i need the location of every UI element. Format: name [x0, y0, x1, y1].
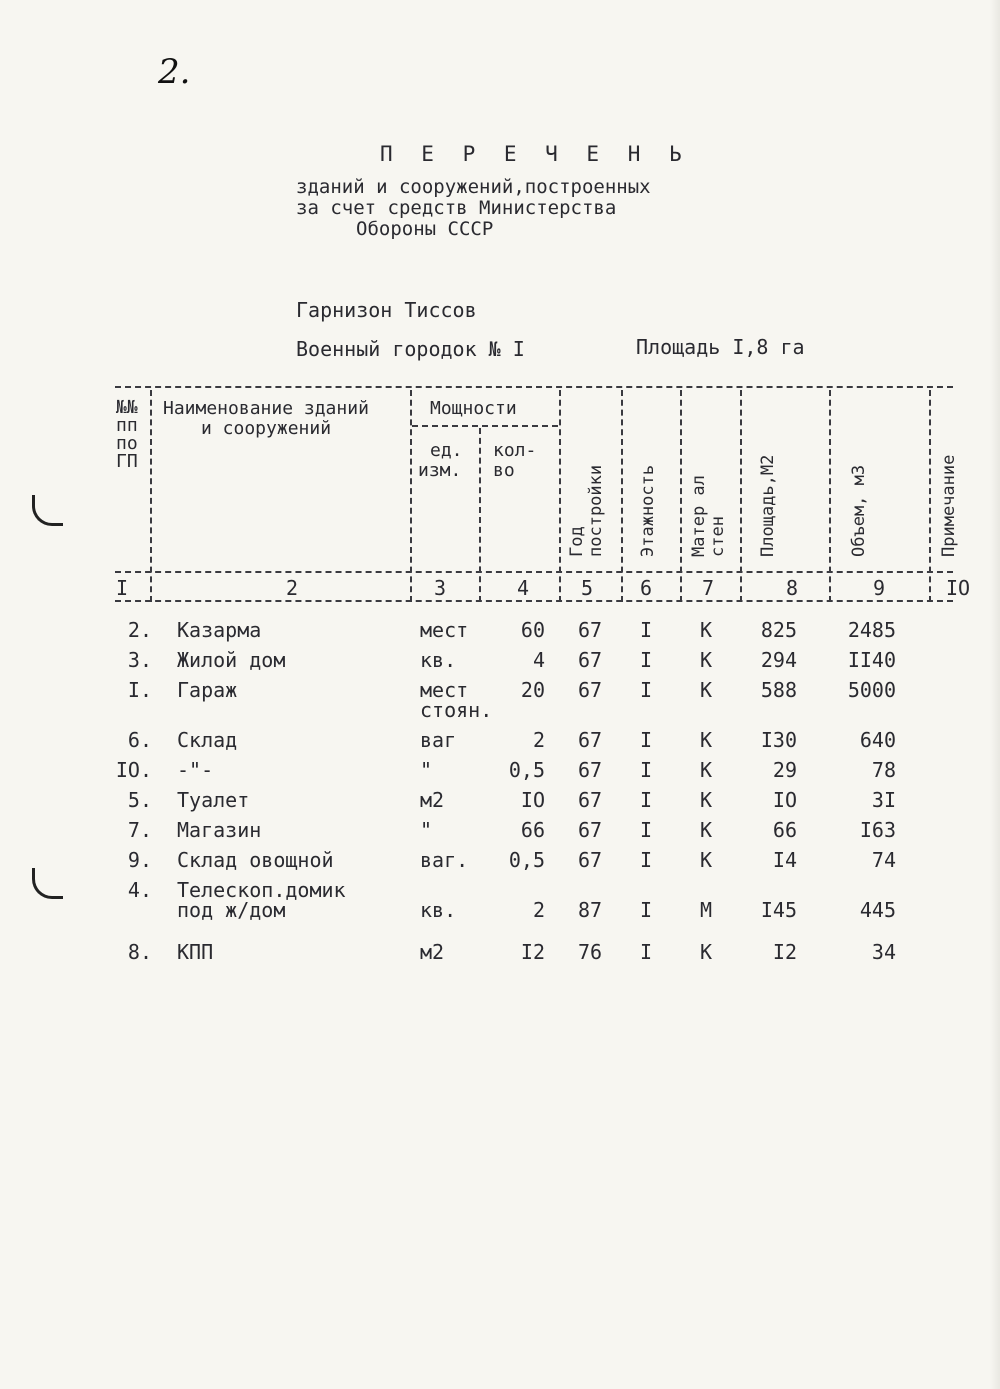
row-material: К	[700, 648, 713, 672]
header-col-note: Примечание	[939, 454, 959, 557]
town-label: Военный городок № I	[296, 337, 525, 361]
row-qty: 0,5	[508, 848, 545, 872]
row-year: 67	[578, 758, 603, 782]
column-divider	[929, 390, 931, 602]
area-label: Площадь I,8 га	[636, 335, 805, 359]
row-year: 67	[578, 618, 603, 642]
subtitle-line: Обороны СССР	[356, 218, 494, 240]
row-year: 67	[578, 728, 603, 752]
row-name: Склад	[177, 728, 238, 752]
column-divider	[740, 390, 742, 602]
header-col-volume: Объем, м3	[849, 464, 869, 557]
row-material: К	[700, 848, 713, 872]
row-floors: I	[640, 818, 653, 842]
row-material: К	[700, 678, 713, 702]
row-volume: II40	[847, 648, 896, 672]
row-material: К	[700, 788, 713, 812]
row-qty: 2	[532, 728, 545, 752]
row-number: 5.	[127, 788, 152, 812]
row-unit-line2: стоян.	[420, 698, 493, 722]
row-material: К	[700, 618, 713, 642]
row-unit: кв.	[420, 648, 457, 672]
header-power: Мощности	[430, 398, 517, 419]
row-unit: м2	[420, 788, 445, 812]
row-qty: I2	[520, 940, 545, 964]
column-number: 9	[872, 576, 886, 600]
row-floors: I	[640, 898, 653, 922]
row-unit: мест	[420, 678, 469, 702]
row-volume: I63	[859, 818, 896, 842]
header-bottom-border	[115, 571, 953, 573]
row-unit: м2	[420, 940, 445, 964]
row-floors: I	[640, 648, 653, 672]
row-name: Казарма	[177, 618, 262, 642]
row-qty: 2	[532, 898, 545, 922]
column-divider	[410, 390, 412, 602]
row-number: I.	[127, 678, 152, 702]
subtitle-line: за счет средств Министерства	[296, 197, 617, 219]
subtitle-line: зданий и сооружений,построенных	[296, 176, 651, 198]
column-divider	[680, 390, 682, 602]
column-number: 5	[580, 576, 594, 600]
row-qty: 0,5	[508, 758, 545, 782]
row-qty: IO	[520, 788, 545, 812]
row-volume: 34	[871, 940, 896, 964]
row-number: 6.	[127, 728, 152, 752]
column-divider	[621, 390, 623, 602]
column-number: 8	[785, 576, 799, 600]
row-floors: I	[640, 848, 653, 872]
row-number: 3.	[127, 648, 152, 672]
row-floors: I	[640, 728, 653, 752]
row-material: М	[700, 898, 713, 922]
row-area: I2	[772, 940, 797, 964]
row-volume: 2485	[847, 618, 896, 642]
header-col-name: Наименование зданий и сооружений	[163, 398, 369, 439]
row-name: Магазин	[177, 818, 262, 842]
column-number: 3	[433, 576, 447, 600]
header-col-area: Площадь,М2	[758, 454, 778, 557]
row-name: Телескоп.домик	[177, 878, 346, 902]
row-volume: 78	[871, 758, 896, 782]
header-col-qty: кол- во	[493, 440, 537, 481]
row-unit: ваг.	[420, 848, 469, 872]
row-year: 76	[578, 940, 603, 964]
row-area: I4	[772, 848, 797, 872]
column-divider	[559, 390, 561, 602]
row-name: Туалет	[177, 788, 250, 812]
punch-hole-mark	[32, 868, 63, 899]
row-area: I45	[760, 898, 797, 922]
row-qty: 66	[520, 818, 545, 842]
row-unit: "	[420, 758, 433, 782]
punch-hole-mark	[32, 495, 63, 526]
row-year: 67	[578, 678, 603, 702]
header-col-year: Год постройки	[567, 464, 606, 557]
row-qty: 60	[520, 618, 545, 642]
row-number: 9.	[127, 848, 152, 872]
column-number: I	[115, 576, 129, 600]
row-qty: 20	[520, 678, 545, 702]
garrison-label: Гарнизон Тиссов	[296, 298, 477, 322]
power-subheader-border	[412, 425, 558, 427]
row-name: Склад овощной	[177, 848, 334, 872]
row-unit: ваг	[420, 728, 457, 752]
row-name: КПП	[177, 940, 214, 964]
header-col-material: Матер ал стен	[689, 475, 728, 557]
column-number: IO	[945, 576, 971, 600]
column-divider	[829, 390, 831, 602]
row-number: 2.	[127, 618, 152, 642]
row-year: 67	[578, 818, 603, 842]
row-number: 7.	[127, 818, 152, 842]
row-year: 67	[578, 788, 603, 812]
row-material: К	[700, 758, 713, 782]
column-divider	[479, 428, 481, 602]
handwritten-page-number: 2.	[158, 52, 191, 92]
column-number: 7	[701, 576, 715, 600]
row-qty: 4	[532, 648, 545, 672]
row-unit: "	[420, 818, 433, 842]
row-material: К	[700, 818, 713, 842]
row-name-line2: под ж/дом	[177, 898, 286, 922]
row-area: 294	[760, 648, 797, 672]
row-unit: мест	[420, 618, 469, 642]
header-col-floors: Этажность	[638, 464, 658, 557]
column-number: 4	[516, 576, 530, 600]
row-name: Гараж	[177, 678, 238, 702]
row-floors: I	[640, 758, 653, 782]
column-numbers-border	[115, 600, 953, 602]
row-area: 29	[772, 758, 797, 782]
row-area: IO	[772, 788, 797, 812]
header-col-number: №№ пп по ГП	[116, 397, 138, 472]
row-name: -"-	[177, 758, 214, 782]
row-name: Жилой дом	[177, 648, 286, 672]
document-title: П Е Р Е Ч Е Н Ь	[380, 142, 690, 166]
row-year: 67	[578, 648, 603, 672]
header-col-unit: ед. изм.	[418, 440, 463, 481]
row-volume: 445	[859, 898, 896, 922]
row-floors: I	[640, 678, 653, 702]
row-material: К	[700, 728, 713, 752]
row-area: 825	[760, 618, 797, 642]
row-unit: кв.	[420, 898, 457, 922]
row-number: 8.	[127, 940, 152, 964]
row-floors: I	[640, 618, 653, 642]
row-area: I30	[760, 728, 797, 752]
row-area: 588	[760, 678, 797, 702]
row-volume: 3I	[871, 788, 896, 812]
row-volume: 5000	[847, 678, 896, 702]
row-floors: I	[640, 788, 653, 812]
page-edge	[990, 0, 1000, 1389]
table-top-border	[115, 386, 953, 388]
row-volume: 640	[859, 728, 896, 752]
column-number: 2	[285, 576, 299, 600]
row-volume: 74	[871, 848, 896, 872]
column-number: 6	[639, 576, 653, 600]
row-year: 87	[578, 898, 603, 922]
column-divider	[150, 390, 152, 602]
row-material: К	[700, 940, 713, 964]
row-area: 66	[772, 818, 797, 842]
row-year: 67	[578, 848, 603, 872]
row-floors: I	[640, 940, 653, 964]
row-number: IO.	[115, 758, 152, 782]
row-number: 4.	[127, 878, 152, 902]
